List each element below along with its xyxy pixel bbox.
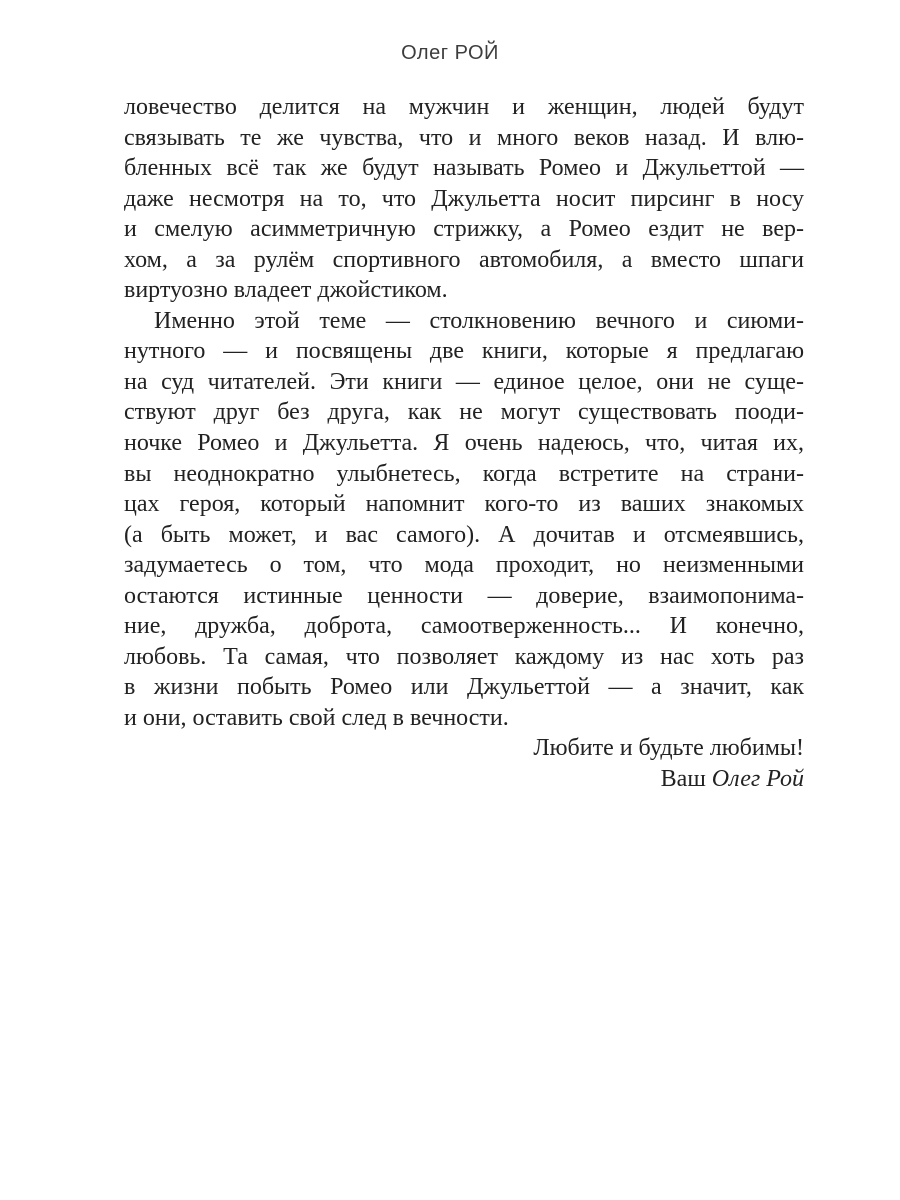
closing-block	[124, 733, 804, 794]
text-line: остаются истинные ценности — доверие, взаимопонима-	[124, 582, 804, 609]
text-line: Именно этой теме — столкновению вечного и сиюми-	[154, 307, 804, 334]
text-line: цах героя, который напомнит кого-то из ваших знакомых	[124, 491, 804, 518]
running-head-author: Олег РОЙ	[401, 42, 499, 64]
text-line: ствуют друг без друга, как не могут существовать пооди-	[124, 399, 804, 426]
text-line: ночке Ромео и Джульетта. Я очень надеюсь, что, читая их,	[124, 430, 804, 457]
text-line: (а быть может, и вас самого). А дочитав и отсмеявшись,	[124, 521, 804, 548]
text-line: на суд читателей. Эти книги — единое целое, они не суще-	[124, 368, 804, 395]
text-line: нутного — и посвящены две книги, которые я предлагаю	[124, 338, 804, 365]
text-line: виртуозно владеет джойстиком.	[124, 277, 448, 304]
text-line: вы неоднократно улыбнетесь, когда встретите на страни-	[124, 460, 804, 487]
text-line: даже несмотря на то, что Джульетта носит пирсинг в носу	[124, 185, 804, 212]
signature-prefix: Ваш	[660, 766, 712, 793]
paragraphs-container	[124, 92, 804, 733]
text-line: и они, оставить свой след в вечности.	[124, 704, 509, 731]
text-line: задумаетесь о том, что мода проходит, но неизменными	[124, 552, 804, 579]
closing-exclamation: Любите и будьте любимы!	[533, 735, 804, 762]
text-line: ние, дружба, доброта, самоотверженность... И конечно,	[124, 613, 804, 640]
signature-author-name: Олег Рой	[711, 766, 804, 793]
text-line: ловечество делится на мужчин и женщин, людей будут	[124, 94, 804, 120]
text-line: любовь. Та самая, что позволяет каждому из нас хоть раз	[124, 643, 804, 670]
signature-line	[124, 764, 804, 795]
text-line: в жизни побыть Ромео или Джульеттой — а значит, как	[124, 674, 804, 701]
text-line: и смелую асимметричную стрижку, а Ромео ездит не вер-	[124, 216, 804, 243]
text-line: хом, а за рулём спортивного автомобиля, а вместо шпаги	[124, 246, 804, 273]
body-text-block	[124, 92, 804, 795]
text-line: бленных всё так же будут называть Ромео и Джульеттой —	[124, 155, 804, 182]
text-line: связывать те же чувства, что и много веков назад. И влю-	[124, 124, 804, 151]
